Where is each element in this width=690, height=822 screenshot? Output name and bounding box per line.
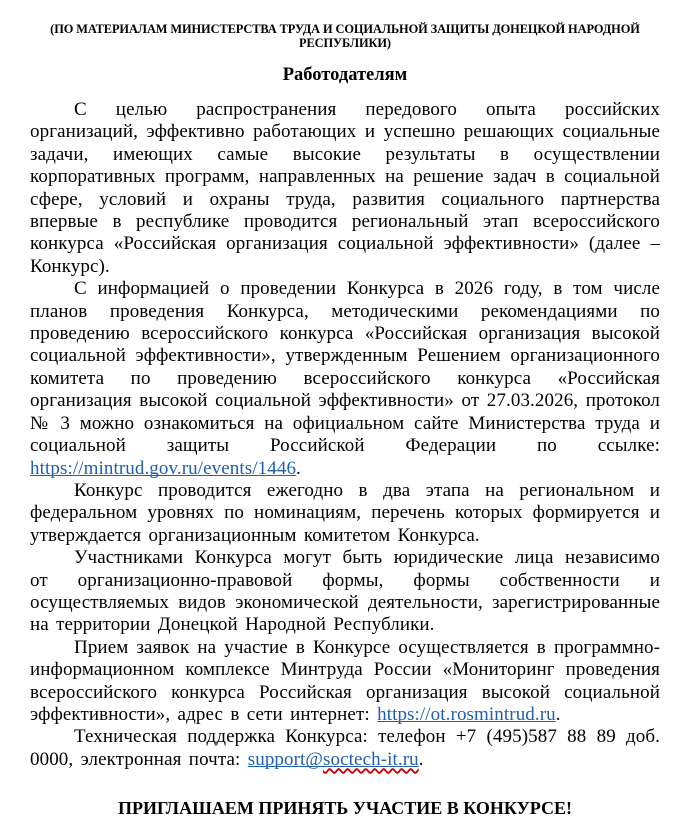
spellcheck-underlined-text: soctech-it.ru xyxy=(323,748,419,770)
document-body xyxy=(30,99,660,771)
paragraph-text: . xyxy=(296,457,301,479)
paragraph-text: . xyxy=(555,703,561,725)
support-email-domain-link[interactable] xyxy=(323,749,419,770)
rosmintrud-link[interactable]: https://ot.rosmintrud.ru xyxy=(377,703,556,725)
mintrud-events-link[interactable]: https://mintrud.gov.ru/events/1446 xyxy=(30,457,297,479)
support-email-link[interactable]: support@ xyxy=(247,748,324,770)
page-title: Работодателям xyxy=(282,65,408,85)
paragraph-3 xyxy=(30,480,660,547)
paragraph-text: С информацией о проведении Конкурса в 2026 году, в том числе планов проведения Конкурса, методическими рекомендациями по проведению всероссийского конкурса «Российская организация высокой социальной эффективности», утвержденным Решением организационного комитета по проведению всероссийского конкурса «Российская организация высокой социальной эффективности» от 27.03.2026, протокол № 3 можно ознакомиться на официальном сайте Министерства труда и социальной защиты Российской Федерации по ссылке: xyxy=(30,278,660,457)
paragraph-6 xyxy=(30,726,660,771)
paragraph-text: . xyxy=(418,748,424,770)
paragraph-1 xyxy=(30,99,660,278)
paragraph-2 xyxy=(30,278,660,480)
paragraph-text: С целью распространения передового опыта российских организаций, эффективно работающих и успешно решающих социальные задачи, имеющих самые высокие результаты в осуществлении корпоративных программ, направленных на решение задач в социальной сфере, условий и охраны труда, развития социального партнерства впервые в республике проводится региональный этап всероссийского конкурса «Российская организация социальной эффективности» (далее – Конкурс). xyxy=(30,99,660,277)
paragraph-text: Прием заявок на участие в Конкурсе осуществляется в программно-информационном комплексе Минтруда России «Мониторинг проведения всероссийского конкурса Российская организация высокой социальной эффективности», адрес в сети интернет: xyxy=(30,636,660,725)
paragraph-5 xyxy=(30,637,660,727)
paragraph-text: Техническая поддержка Конкурса: телефон +7 (495)587 88 89 доб. 0000, электронная почта: xyxy=(30,726,660,770)
paragraph-text: Конкурс проводится ежегодно в два этапа на региональном и федеральном уровнях по номинациям, перечень которых формируется и утверждается организационным комитетом Конкурса. xyxy=(30,479,660,546)
paragraph-text: Участниками Конкурса могут быть юридические лица независимо от организационно-правовой формы, формы собственности и осуществляемых видов экономической деятельности, зарегистрированные на территории Донецкой Народной Республики. xyxy=(30,547,660,636)
closing-line: ПРИГЛАШАЕМ ПРИНЯТЬ УЧАСТИЕ В КОНКУРСЕ! xyxy=(117,798,573,819)
paragraph-4 xyxy=(30,547,660,637)
header-note: (ПО МАТЕРИАЛАМ МИНИСТЕРСТВА ТРУДА И СОЦИАЛЬНОЙ ЗАЩИТЫ ДОНЕЦКОЙ НАРОДНОЙ РЕСПУБЛИКИ) xyxy=(50,22,640,50)
